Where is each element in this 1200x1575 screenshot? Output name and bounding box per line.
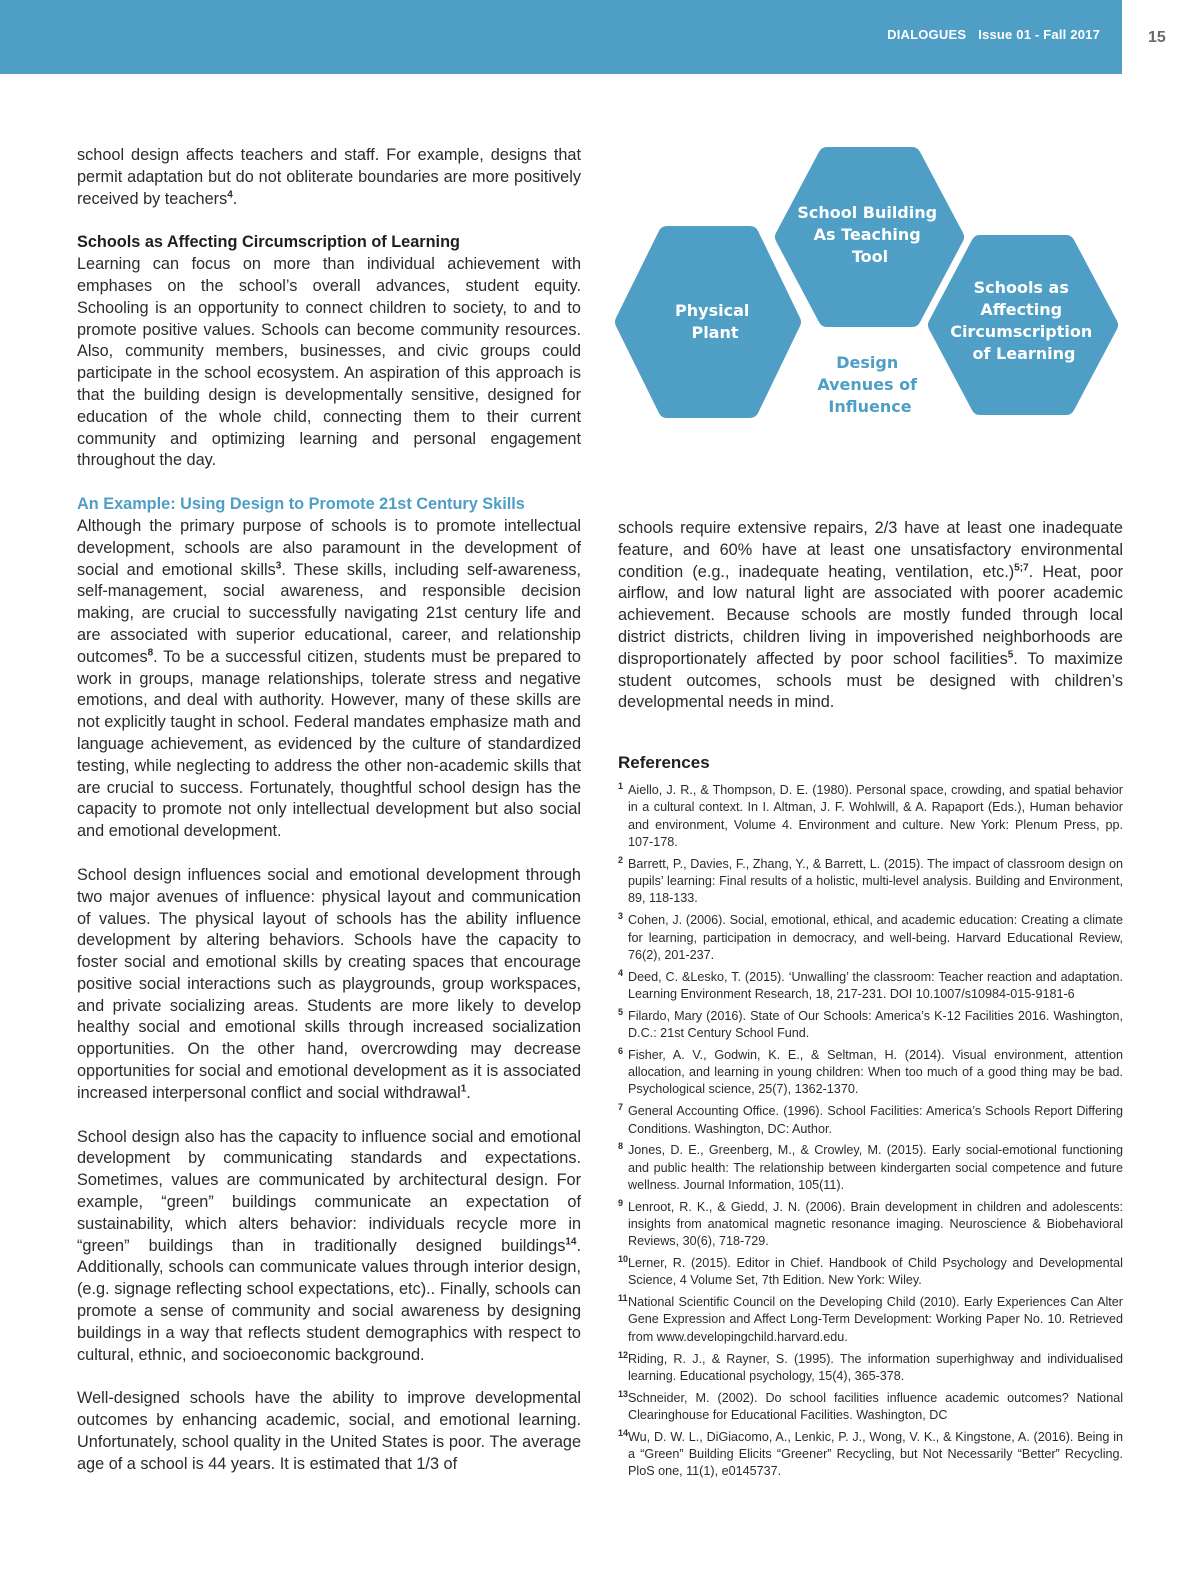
reference-item (618, 912, 1123, 964)
center-label: Design Avenues of Influence (817, 353, 918, 416)
reference-text: Deed, C. &Lesko, T. (2015). ‘Unwalling’ the classroom: Teacher reaction and adaptation. Learning Environment Research, 18, 217-231. DOI 10.1007/s10984-015-9181-6 (628, 969, 1123, 1001)
reference-text: Barrett, P., Davies, F., Zhang, Y., & Barrett, L. (2015). The impact of classroom design on pupils’ learning: Final results of a holistic, multi-level analysis. Building and Environment, 89, 118-133. (628, 856, 1123, 906)
reference-item (618, 1255, 1123, 1290)
hex-label-right: Schools as Affecting Circumscription of Learning (950, 278, 1093, 363)
reference-number: 11 (618, 1293, 628, 1304)
references-title: References (618, 753, 710, 773)
reference-text: Aiello, J. R., & Thompson, D. E. (1980). Personal space, crowding, and spatial behavior in a cultural context. In I. Altman, J. F. Wohlwill, & A. Rapaport (Eds.), Human behavior and environment, Volume 4. Environment and culture. New York: Plenum Press, pp. 107-178. (628, 783, 1123, 850)
page-number: 15 (1148, 29, 1166, 46)
footnote-ref: 1 (460, 1083, 467, 1095)
reference-text: Schneider, M. (2002). Do school facilities influence academic outcomes? National Clearinghouse for Educational Facilities. Washington, DC (628, 1390, 1123, 1422)
left-column (77, 145, 581, 1476)
reference-text: Fisher, A. V., Godwin, K. E., & Seltman, H. (2014). Visual environment, attention allocation, and learning in young children: When too much of a good thing may be bad. Psychological science, 25(7), 1362-1370. (628, 1047, 1123, 1097)
footnote-ref: 8 (147, 647, 154, 659)
avenues-paragraph: School design influences social and emotional development through two major avenues of influence: physical layout and communication of values. The physical layout of schools has the ability influence development by altering behaviors. Schools have the capacity to foster social and emotional skills by creating spaces that encourage positive social interactions such as playgrounds, group workspaces, and private socializing areas. Students are more likely to develop healthy social and emotional skills through increased socialization opportunities. On the other hand, overcrowding may decrease opportunities for social and emotional development as it is associated increased interpersonal conflict and social withdrawal$^1$. (77, 865, 581, 1102)
reference-text: Lenroot, R. K., & Giedd, J. N. (2006). Brain development in children and adolescents: insights from anatomical magnetic resonance imaging. Neuroscience & Biobehavioral Reviews, 30(6), 718-729. (628, 1199, 1123, 1249)
reference-number: 2 (618, 854, 624, 865)
reference-text: Riding, R. J., & Rayner, S. (1995). The information superhighway and individualised learning. Educational psychology, 15(4), 365-378. (628, 1351, 1123, 1383)
reference-number: 10 (618, 1254, 629, 1265)
hexagon-left (624, 235, 792, 409)
reference-number: 7 (618, 1102, 624, 1113)
footnote-ref: 5;7 (1014, 562, 1029, 574)
issue-label: Issue 01 - Fall 2017 (978, 27, 1100, 42)
reference-number: 6 (618, 1045, 624, 1056)
header-text (887, 27, 1100, 42)
reference-text: Cohen, J. (2006). Social, emotional, ethical, and academic education: Creating a climate for learning, participation in democracy, and well-being. Harvard Educational Review, 76(2), 201-237. (628, 913, 1123, 962)
reference-number: 12 (618, 1349, 629, 1360)
values-paragraph: School design also has the capacity to influence social and emotional development by communicating standards and expectations. Sometimes, values are communicated by architectural design. For example, “green” buildings communicate an expectation of sustainability, which alters behavior: individuals recycle more in “green” buildings than in traditionally designed buildings$^{14}$. Additionally, schools can communicate values through interior design, (e.g. signage reflecting school expectations, etc).. Finally, schools can promote a sense of community and social awareness by designing buildings in a way that reflects student demographics with respect to cultural, ethnic, and socioeconomic background. (77, 1127, 581, 1364)
right-column (618, 518, 1123, 1485)
footnote-ref: 5 (1007, 649, 1014, 661)
hex-label-left: Physical Plant (675, 301, 750, 342)
reference-number: 8 (618, 1141, 624, 1152)
section-heading-circumscription: Schools as Affecting Circumscription of Learning (77, 233, 460, 252)
reference-item (618, 969, 1123, 1004)
avenues-diagram (612, 145, 1126, 420)
reference-item (618, 1047, 1123, 1099)
reference-item (618, 1199, 1123, 1251)
hexagon-diagram-svg (612, 145, 1126, 420)
skills-paragraph: Although the primary purpose of schools is to promote intellectual development, schools are also paramount in the development of social and emotional skills$^3$. These skills, including self-awareness, self-management, social awareness, and responsible decision making, are crucial to successfully navigating 21st century life and are associated with superior educational, career, and relationship outcomes$^8$. To be a successful citizen, students must be prepared to work in groups, manage relationships, tolerate stress and negative emotions, and deal with authority. However, many of these skills are not explicitly taught in school. Federal mandates emphasize math and language achievement, as evidenced by the culture of standardized testing, while neglecting to address the other non-academic skills that are crucial to success. Fortunately, thoughtful school design has the capacity to promote not only intellectual development but also social and emotional development. (77, 516, 581, 841)
reference-item (618, 1008, 1123, 1043)
quality-paragraph: Well-designed schools have the ability to improve developmental outcomes by enhancing academic, social, and emotional learning. Unfortunately, school quality in the United States is poor. The average age of a school is 44 years. It is estimated that 1/3 of (77, 1389, 581, 1473)
footnote-ref: 14 (565, 1236, 577, 1248)
section-heading-21st-century: An Example: Using Design to Promote 21st Century Skills (77, 495, 525, 514)
reference-text: General Accounting Office. (1996). School Facilities: America’s Schools Report Differing Conditions. Washington, DC: Author. (628, 1104, 1123, 1136)
reference-item (618, 1142, 1123, 1194)
reference-text: Lerner, R. (2015). Editor in Chief. Handbook of Child Psychology and Developmental Science, 4 Volume Set, 7th Edition. New York: Wiley. (628, 1256, 1123, 1288)
reference-text: Filardo, Mary (2016). State of Our Schools: America’s K-12 Facilities 2016. Washington, D.C.: 21st Century School Fund. (628, 1008, 1123, 1041)
reference-number: 14 (618, 1427, 629, 1438)
reference-number: 3 (618, 911, 624, 922)
intro-paragraph: school design affects teachers and staff. For example, designs that permit adaptation but do not obliterate boundaries are more positively received by teachers$^4$. (77, 146, 581, 208)
reference-text: Wu, D. W. L., DiGiacomo, A., Lenkic, P. J., Wong, V. K., & Kingstone, A. (2016). Being in a “Green” Building Elicits “Greener” Recycling, but Not Necessarily “Better” Recycling. PloS one, 11(1), e0145737. (628, 1429, 1123, 1479)
reference-item (618, 856, 1123, 908)
reference-item (618, 1390, 1123, 1425)
circumscription-paragraph: Learning can focus on more than individual achievement with emphases on the school’s overall advances, student equity. Schooling is an opportunity to connect children to society, to and to promote positive values. Schools can become community resources. Also, community members, businesses, and civic groups could participate in the school ecosystem. An aspiration of this approach is that the building design is developmentally sensitive, designed for education of the whole child, connecting them to their current community and optimizing learning and personal engagement throughout the day. (77, 255, 581, 470)
footnote-ref: 3 (275, 560, 282, 572)
reference-item (618, 1103, 1123, 1138)
magazine-title: DIALOGUES (887, 27, 967, 42)
reference-item (618, 782, 1123, 851)
reference-number: 13 (618, 1388, 629, 1399)
header-bar (0, 0, 1122, 74)
reference-number: 1 (618, 781, 624, 792)
references-list (618, 782, 1123, 1480)
facilities-paragraph: schools require extensive repairs, 2/3 have at least one inadequate feature, and 60% have at least one unsatisfactory environmental condition (e.g., inadequate heating, ventilation, etc.)$^{5;7}$. Heat, poor airflow, and low natural light are associated with poorer academic achievement. Because schools are mostly funded through local district districts, children living in impoverished neighborhoods are disproportionately affected by poor school facilities$^5$. To maximize student outcomes, schools must be designed with children’s developmental needs in mind. (618, 519, 1123, 712)
reference-text: National Scientific Council on the Developing Child (2010). Early Experiences Can Alter Gene Expression and Affect Long-Term Development: Working Paper No. 10. Retrieved from www.developingchild.harvard.edu. (628, 1295, 1123, 1344)
reference-item (618, 1429, 1123, 1481)
reference-item (618, 1294, 1123, 1346)
footnote-ref: 4 (227, 189, 233, 201)
reference-number: 9 (618, 1197, 624, 1208)
reference-number: 5 (618, 1006, 624, 1017)
reference-text: Jones, D. E., Greenberg, M., & Crowley, M. (2015). Early social-emotional functioning and public health: The relationship between kindergarten social competence and future wellness. Journal Information, 105(11). (628, 1143, 1123, 1192)
hex-label-top: School Building As Teaching Tool (797, 203, 938, 266)
reference-number: 4 (618, 967, 624, 978)
reference-item (618, 1351, 1123, 1386)
